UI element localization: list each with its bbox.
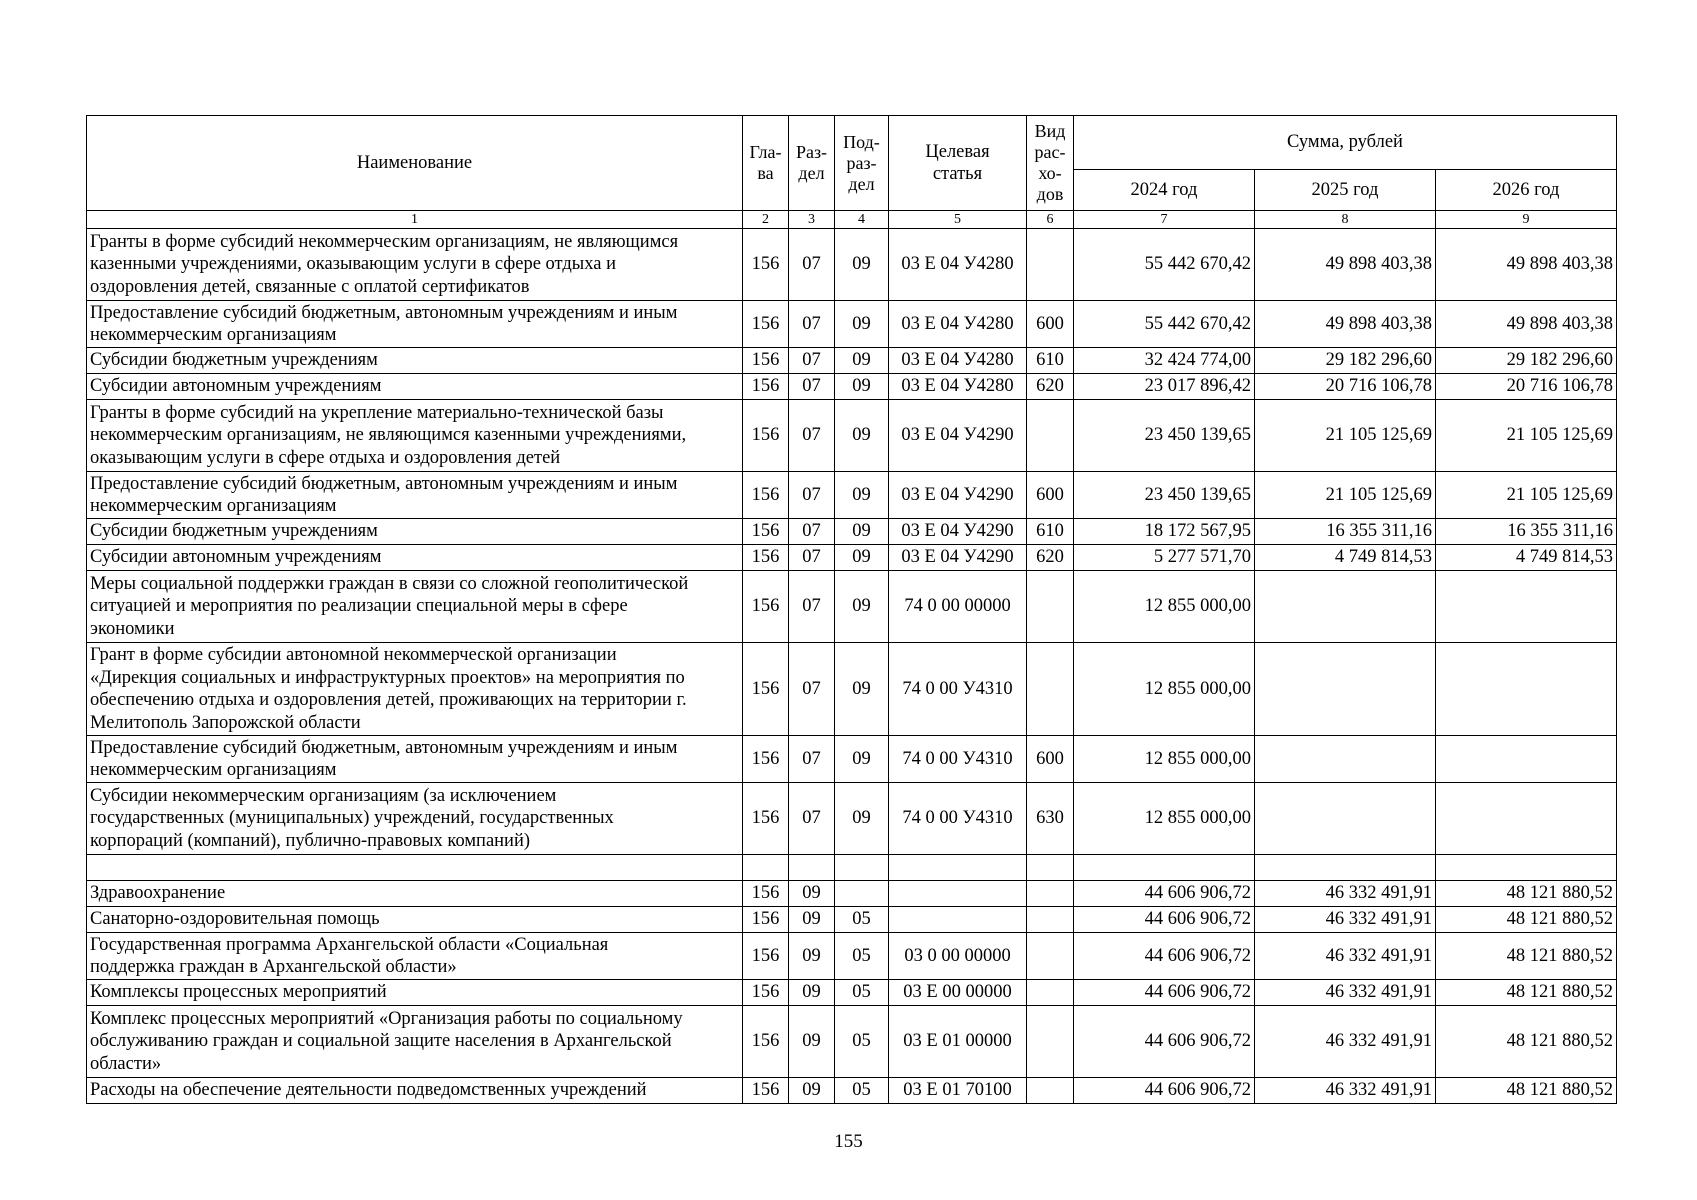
row-sum-2024: 44 606 906,72	[1074, 980, 1255, 1006]
row-razdel: 07	[789, 519, 835, 545]
row-sum-2025: 46 332 491,91	[1255, 980, 1436, 1006]
row-vid-rashodov: 630	[1027, 783, 1074, 855]
row-glava: 156	[743, 881, 789, 907]
row-razdel: 09	[789, 1078, 835, 1104]
row-glava: 156	[743, 545, 789, 571]
row-glava: 156	[743, 783, 789, 855]
budget-table	[86, 115, 1617, 1104]
table-row	[87, 229, 1617, 301]
table-row	[87, 301, 1617, 348]
row-sum-2024: 12 855 000,00	[1074, 571, 1255, 643]
row-name: Предоставление субсидий бюджетным, автономным учреждениям и иным некоммерческим организациям	[87, 736, 743, 783]
row-podrazdel: 09	[835, 783, 889, 855]
row-glava: 156	[743, 519, 789, 545]
row-glava: 156	[743, 736, 789, 783]
row-vid-rashodov: 600	[1027, 301, 1074, 348]
row-target-article: 03 Е 01 00000	[889, 1006, 1027, 1078]
row-sum-2025	[1255, 783, 1436, 855]
row-sum-2025: 46 332 491,91	[1255, 881, 1436, 907]
row-sum-2026: 48 121 880,52	[1436, 1078, 1617, 1104]
row-sum-2025: 46 332 491,91	[1255, 1078, 1436, 1104]
row-vid-rashodov	[1027, 907, 1074, 933]
row-sum-2025: 46 332 491,91	[1255, 907, 1436, 933]
row-vid-rashodov	[1027, 1078, 1074, 1104]
row-sum-2026: 48 121 880,52	[1436, 1006, 1617, 1078]
row-name: Субсидии бюджетным учреждениям	[87, 519, 743, 545]
row-glava: 156	[743, 374, 789, 400]
row-razdel: 07	[789, 229, 835, 301]
row-glava: 156	[743, 1078, 789, 1104]
row-name: Государственная программа Архангельской области «Социальная поддержка граждан в Архангельской области»	[87, 933, 743, 980]
row-vid-rashodov	[1027, 881, 1074, 907]
row-sum-2025: 4 749 814,53	[1255, 545, 1436, 571]
table-row	[87, 1006, 1617, 1078]
row-name: Субсидии автономным учреждениям	[87, 545, 743, 571]
row-name: Субсидии автономным учреждениям	[87, 374, 743, 400]
row-target-article	[889, 881, 1027, 907]
row-sum-2026: 4 749 814,53	[1436, 545, 1617, 571]
table-body	[87, 229, 1617, 1104]
row-target-article: 03 Е 04 У4290	[889, 545, 1027, 571]
header-summa: Сумма, рублей	[1074, 116, 1617, 170]
row-target-article: 03 Е 04 У4280	[889, 348, 1027, 374]
row-sum-2024: 32 424 774,00	[1074, 348, 1255, 374]
row-sum-2026	[1436, 855, 1617, 881]
row-sum-2024: 5 277 571,70	[1074, 545, 1255, 571]
row-sum-2026: 21 105 125,69	[1436, 472, 1617, 519]
row-vid-rashodov	[1027, 400, 1074, 472]
row-podrazdel: 05	[835, 933, 889, 980]
row-razdel: 07	[789, 472, 835, 519]
row-glava: 156	[743, 472, 789, 519]
table-row	[87, 1078, 1617, 1104]
row-podrazdel	[835, 881, 889, 907]
row-sum-2026: 48 121 880,52	[1436, 881, 1617, 907]
row-razdel: 07	[789, 348, 835, 374]
row-razdel: 09	[789, 881, 835, 907]
row-sum-2026	[1436, 571, 1617, 643]
row-glava: 156	[743, 571, 789, 643]
table-row	[87, 643, 1617, 736]
row-sum-2026: 49 898 403,38	[1436, 229, 1617, 301]
row-vid-rashodov	[1027, 229, 1074, 301]
header-vid-rashodov: Вид рас- хо- дов	[1027, 116, 1074, 211]
row-podrazdel: 05	[835, 1078, 889, 1104]
row-glava: 156	[743, 229, 789, 301]
row-sum-2026: 20 716 106,78	[1436, 374, 1617, 400]
row-name: Меры социальной поддержки граждан в связи со сложной геополитической ситуацией и мероприятия по реализации специальной меры в сфере экономики	[87, 571, 743, 643]
column-number: 9	[1436, 211, 1617, 229]
row-vid-rashodov: 600	[1027, 736, 1074, 783]
table-row	[87, 881, 1617, 907]
table-row	[87, 933, 1617, 980]
row-sum-2026: 21 105 125,69	[1436, 400, 1617, 472]
row-target-article: 74 0 00 У4310	[889, 736, 1027, 783]
header-year-2024: 2024 год	[1074, 170, 1255, 211]
row-glava: 156	[743, 400, 789, 472]
row-podrazdel: 09	[835, 736, 889, 783]
row-sum-2024: 44 606 906,72	[1074, 1006, 1255, 1078]
row-sum-2026: 16 355 311,16	[1436, 519, 1617, 545]
row-razdel: 07	[789, 783, 835, 855]
row-name: Грант в форме субсидии автономной некоммерческой организации «Дирекция социальных и инфраструктурных проектов» на мероприятия по обеспечению отдыха и оздоровления детей, проживающих на территории г. Мелитополь Запорожской области	[87, 643, 743, 736]
table-row	[87, 348, 1617, 374]
row-target-article: 03 Е 04 У4290	[889, 519, 1027, 545]
header-year-2026: 2026 год	[1436, 170, 1617, 211]
row-podrazdel: 09	[835, 374, 889, 400]
table-row	[87, 855, 1617, 881]
row-sum-2025: 49 898 403,38	[1255, 301, 1436, 348]
row-sum-2026: 49 898 403,38	[1436, 301, 1617, 348]
column-number: 2	[743, 211, 789, 229]
row-podrazdel: 09	[835, 571, 889, 643]
row-sum-2026: 48 121 880,52	[1436, 933, 1617, 980]
table-row	[87, 783, 1617, 855]
row-sum-2024: 23 450 139,65	[1074, 400, 1255, 472]
row-razdel: 07	[789, 571, 835, 643]
row-sum-2024: 44 606 906,72	[1074, 933, 1255, 980]
row-sum-2025: 16 355 311,16	[1255, 519, 1436, 545]
table-row	[87, 736, 1617, 783]
row-podrazdel: 09	[835, 400, 889, 472]
table-row	[87, 907, 1617, 933]
row-podrazdel: 05	[835, 907, 889, 933]
row-target-article: 03 Е 04 У4290	[889, 400, 1027, 472]
row-name: Предоставление субсидий бюджетным, автономным учреждениям и иным некоммерческим организациям	[87, 301, 743, 348]
row-sum-2024: 55 442 670,42	[1074, 229, 1255, 301]
row-podrazdel	[835, 855, 889, 881]
header-celevaya-statya: Целевая статья	[889, 116, 1027, 211]
row-name	[87, 855, 743, 881]
table-row	[87, 400, 1617, 472]
row-sum-2024: 55 442 670,42	[1074, 301, 1255, 348]
row-podrazdel: 05	[835, 980, 889, 1006]
table-row	[87, 545, 1617, 571]
row-podrazdel: 09	[835, 519, 889, 545]
row-name: Субсидии бюджетным учреждениям	[87, 348, 743, 374]
column-number: 7	[1074, 211, 1255, 229]
row-name: Субсидии некоммерческим организациям (за исключением государственных (муниципальных) учреждений, государственных корпораций (компаний), публично-правовых компаний)	[87, 783, 743, 855]
row-podrazdel: 09	[835, 229, 889, 301]
row-target-article: 03 Е 01 70100	[889, 1078, 1027, 1104]
row-sum-2025: 21 105 125,69	[1255, 400, 1436, 472]
row-sum-2024: 23 450 139,65	[1074, 472, 1255, 519]
row-sum-2024: 44 606 906,72	[1074, 907, 1255, 933]
row-name: Расходы на обеспечение деятельности подведомственных учреждений	[87, 1078, 743, 1104]
row-podrazdel: 05	[835, 1006, 889, 1078]
row-sum-2024	[1074, 855, 1255, 881]
table-row	[87, 980, 1617, 1006]
row-target-article: 03 Е 00 00000	[889, 980, 1027, 1006]
row-vid-rashodov	[1027, 980, 1074, 1006]
row-sum-2026	[1436, 783, 1617, 855]
column-number: 5	[889, 211, 1027, 229]
column-number-row	[87, 211, 1617, 229]
page-number: 155	[834, 1131, 863, 1152]
row-sum-2024: 12 855 000,00	[1074, 783, 1255, 855]
row-glava: 156	[743, 643, 789, 736]
row-sum-2026: 48 121 880,52	[1436, 980, 1617, 1006]
row-sum-2024: 18 172 567,95	[1074, 519, 1255, 545]
row-glava: 156	[743, 348, 789, 374]
row-sum-2025: 20 716 106,78	[1255, 374, 1436, 400]
row-sum-2026	[1436, 736, 1617, 783]
row-podrazdel: 09	[835, 643, 889, 736]
row-glava: 156	[743, 1006, 789, 1078]
row-sum-2025: 46 332 491,91	[1255, 1006, 1436, 1078]
header-glava: Гла- ва	[743, 116, 789, 211]
row-vid-rashodov	[1027, 855, 1074, 881]
row-sum-2026: 29 182 296,60	[1436, 348, 1617, 374]
row-razdel: 07	[789, 400, 835, 472]
row-razdel: 09	[789, 1006, 835, 1078]
row-vid-rashodov	[1027, 643, 1074, 736]
row-target-article: 03 Е 04 У4280	[889, 301, 1027, 348]
table-row	[87, 374, 1617, 400]
row-vid-rashodov	[1027, 1006, 1074, 1078]
table-row	[87, 472, 1617, 519]
row-target-article: 03 Е 04 У4280	[889, 229, 1027, 301]
row-sum-2024: 44 606 906,72	[1074, 881, 1255, 907]
row-target-article: 74 0 00 У4310	[889, 783, 1027, 855]
row-target-article: 74 0 00 У4310	[889, 643, 1027, 736]
row-vid-rashodov: 610	[1027, 348, 1074, 374]
row-razdel: 09	[789, 907, 835, 933]
row-vid-rashodov: 620	[1027, 545, 1074, 571]
row-sum-2025	[1255, 571, 1436, 643]
row-sum-2024: 44 606 906,72	[1074, 1078, 1255, 1104]
row-glava: 156	[743, 301, 789, 348]
column-number: 1	[87, 211, 743, 229]
row-podrazdel: 09	[835, 472, 889, 519]
row-vid-rashodov	[1027, 933, 1074, 980]
row-name: Комплекс процессных мероприятий «Организация работы по социальному обслуживанию граждан и социальной защите населения в Архангельской области»	[87, 1006, 743, 1078]
column-number: 8	[1255, 211, 1436, 229]
table-row	[87, 571, 1617, 643]
row-vid-rashodov: 600	[1027, 472, 1074, 519]
row-razdel: 09	[789, 980, 835, 1006]
column-number: 3	[789, 211, 835, 229]
row-target-article: 03 0 00 00000	[889, 933, 1027, 980]
row-sum-2026: 48 121 880,52	[1436, 907, 1617, 933]
row-name: Здравоохранение	[87, 881, 743, 907]
row-sum-2025	[1255, 855, 1436, 881]
row-target-article: 03 Е 04 У4290	[889, 472, 1027, 519]
row-name: Предоставление субсидий бюджетным, автономным учреждениям и иным некоммерческим организациям	[87, 472, 743, 519]
row-glava	[743, 855, 789, 881]
row-sum-2025	[1255, 736, 1436, 783]
header-razdel: Раз- дел	[789, 116, 835, 211]
row-razdel: 07	[789, 374, 835, 400]
header-name: Наименование	[87, 116, 743, 211]
row-razdel: 07	[789, 301, 835, 348]
row-glava: 156	[743, 933, 789, 980]
row-sum-2025: 49 898 403,38	[1255, 229, 1436, 301]
row-razdel: 09	[789, 933, 835, 980]
row-vid-rashodov: 610	[1027, 519, 1074, 545]
row-name: Гранты в форме субсидий на укрепление материально-технической базы некоммерческим организациям, не являющимся казенными учреждениями, оказывающим услуги в сфере отдыха и оздоровления детей	[87, 400, 743, 472]
row-target-article	[889, 907, 1027, 933]
row-target-article: 03 Е 04 У4280	[889, 374, 1027, 400]
row-sum-2024: 12 855 000,00	[1074, 643, 1255, 736]
row-vid-rashodov: 620	[1027, 374, 1074, 400]
header-year-2025: 2025 год	[1255, 170, 1436, 211]
row-glava: 156	[743, 980, 789, 1006]
row-sum-2025: 46 332 491,91	[1255, 933, 1436, 980]
row-target-article: 74 0 00 00000	[889, 571, 1027, 643]
row-razdel	[789, 855, 835, 881]
row-podrazdel: 09	[835, 348, 889, 374]
row-podrazdel: 09	[835, 545, 889, 571]
row-razdel: 07	[789, 736, 835, 783]
table-row	[87, 519, 1617, 545]
row-vid-rashodov	[1027, 571, 1074, 643]
row-target-article	[889, 855, 1027, 881]
column-number: 4	[835, 211, 889, 229]
row-glava: 156	[743, 907, 789, 933]
row-name: Комплексы процессных мероприятий	[87, 980, 743, 1006]
row-sum-2025: 29 182 296,60	[1255, 348, 1436, 374]
header-podrazdel: Под- раз- дел	[835, 116, 889, 211]
row-podrazdel: 09	[835, 301, 889, 348]
row-sum-2025: 21 105 125,69	[1255, 472, 1436, 519]
row-razdel: 07	[789, 545, 835, 571]
row-sum-2026	[1436, 643, 1617, 736]
column-number: 6	[1027, 211, 1074, 229]
row-name: Гранты в форме субсидий некоммерческим организациям, не являющимся казенными учреждениями, оказывающим услуги в сфере отдыха и оздоровления детей, связанные с оплатой сертификатов	[87, 229, 743, 301]
row-sum-2025	[1255, 643, 1436, 736]
row-name: Санаторно-оздоровительная помощь	[87, 907, 743, 933]
row-sum-2024: 23 017 896,42	[1074, 374, 1255, 400]
row-sum-2024: 12 855 000,00	[1074, 736, 1255, 783]
row-razdel: 07	[789, 643, 835, 736]
